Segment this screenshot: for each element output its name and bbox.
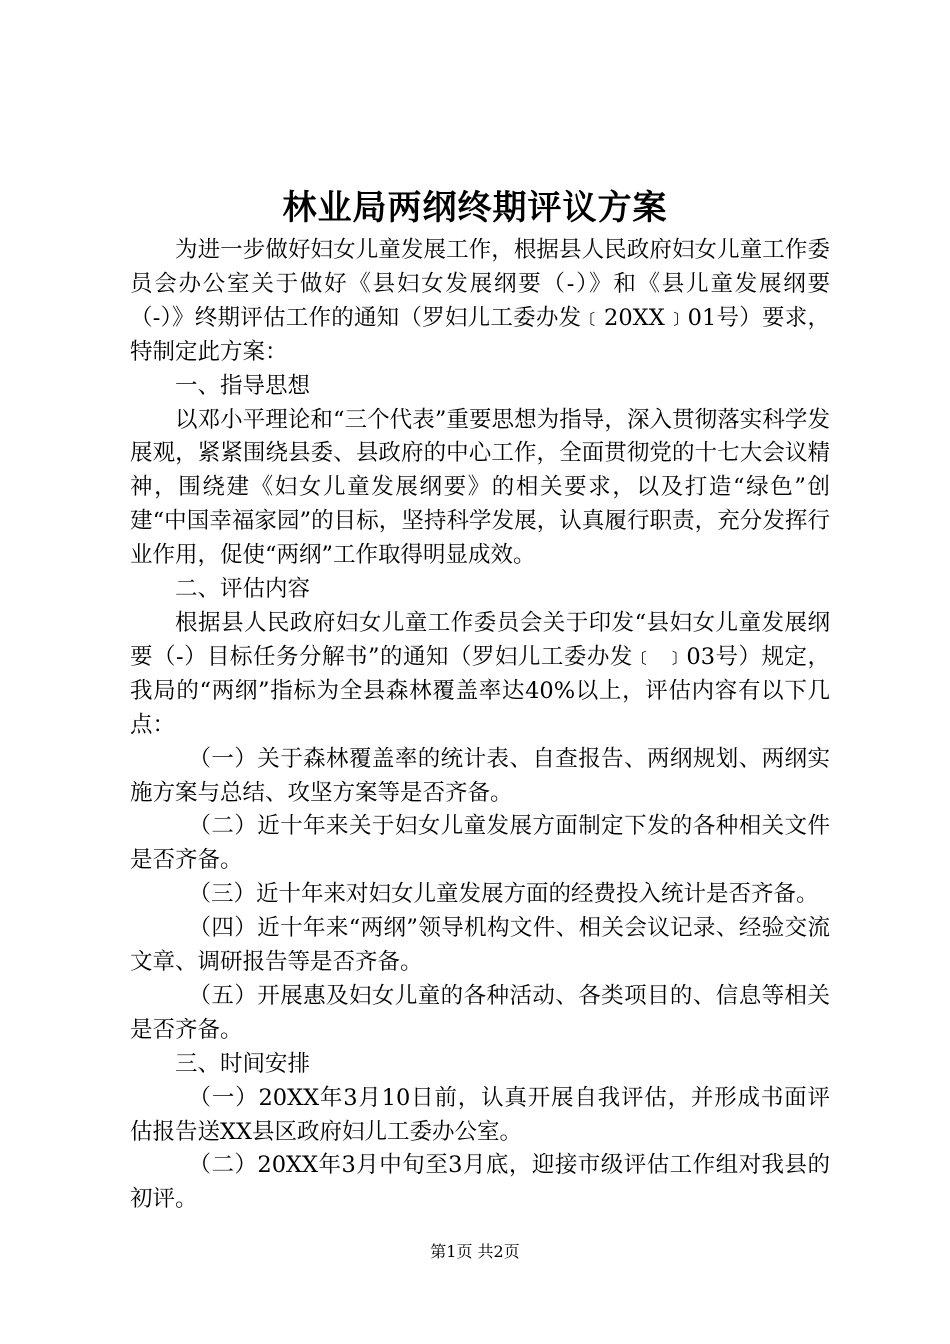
- schedule-item-2: （二）20XX年3月中旬至3月底，迎接市级评估工作组对我县的初评。: [130, 1152, 830, 1213]
- evaluation-item-3: （三）近十年来对妇女儿童发展方面的经费投入统计是否齐备。: [188, 881, 819, 908]
- guiding-ideology-paragraph: 以邓小平理论和“三个代表”重要思想为指导，深入贯彻落实科学发展观，紧紧围绕县委、县政府的中心工作，全面贯彻党的十七大会议精神，围绕建《妇女儿童发展纲要》的相关要求，以及打造“绿色”创建“中国幸福家园”的目标，坚持科学发展，认真履行职责，充分发挥行业作用，促使“两纲”工作取得明显成效。: [130, 406, 830, 569]
- section-heading-schedule: 三、时间安排: [175, 1050, 311, 1077]
- evaluation-item-4: （四）近十年来“两纲”领导机构文件、相关会议记录、经验交流文章、调研报告等是否齐备。: [130, 915, 830, 976]
- evaluation-item-5: （五）开展惠及妇女儿童的各种活动、各类项目的、信息等相关是否齐备。: [130, 982, 830, 1043]
- section-heading-evaluation-content: 二、评估内容: [175, 576, 311, 603]
- document-title: 林业局两纲终期评议方案: [282, 188, 668, 228]
- document-body: [130, 234, 830, 1217]
- page-footer: 第1页 共2页: [430, 1242, 520, 1261]
- section-heading-guiding-ideology: 一、指导思想: [175, 372, 311, 399]
- intro-paragraph: 为进一步做好妇女儿童发展工作，根据县人民政府妇女儿童工作委员会办公室关于做好《县妇女发展纲要（-）》和《县儿童发展纲要（-）》终期评估工作的通知（罗妇儿工委办发﹝20XX﹞01号）要求，特制定此方案：: [130, 237, 830, 365]
- evaluation-item-2: （二）近十年来关于妇女儿童发展方面制定下发的各种相关文件是否齐备。: [130, 813, 830, 874]
- evaluation-item-1: （一）关于森林覆盖率的统计表、自查报告、两纲规划、两纲实施方案与总结、攻坚方案等是否齐备。: [130, 745, 830, 806]
- evaluation-content-paragraph: 根据县人民政府妇女儿童工作委员会关于印发“县妇女儿童发展纲要（-）目标任务分解书”的通知（罗妇儿工委办发﹝ ﹞03号）规定，我局的“两纲”指标为全县森林覆盖率达40%以上，评估内容有以下几点：: [130, 609, 830, 738]
- schedule-item-1: （一）20XX年3月10日前，认真开展自我评估，并形成书面评估报告送XX县区政府妇儿工委办公室。: [130, 1084, 830, 1145]
